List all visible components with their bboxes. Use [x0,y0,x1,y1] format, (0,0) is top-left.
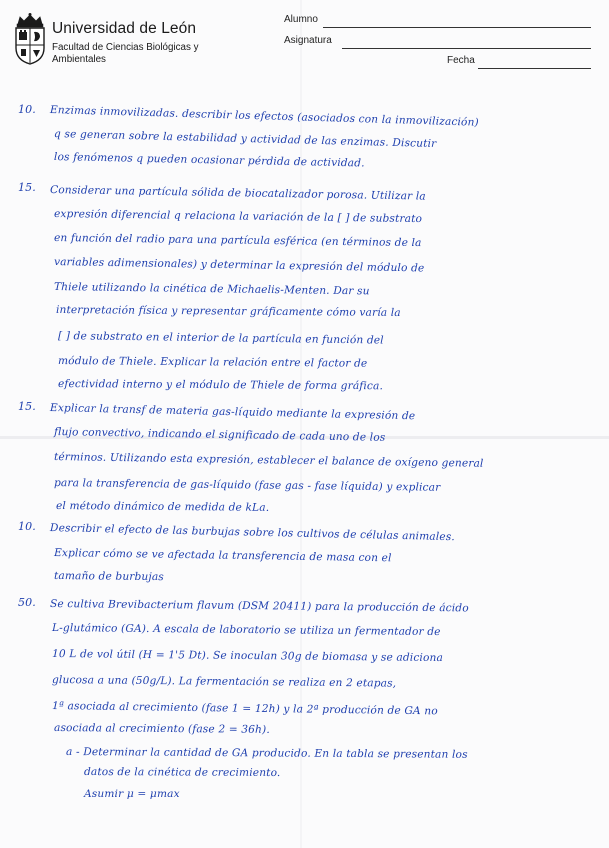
question-line: Explicar cómo se ve afectada la transferencia de masa con el [53,547,392,565]
question-points: 10. [18,103,36,116]
question-line: glucosa a una (50g/L). La fermentación se realiza en 2 etapas, [51,674,397,690]
university-name: Universidad de León [52,20,197,37]
question-line: tamaño de burbujas [53,570,164,584]
question-line: Enzimas inmovilizadas. describir los efectos (asociados con la inmovilización) [49,104,479,129]
subject-field[interactable] [342,48,591,49]
question-points: 15. [18,181,36,194]
question-line: Considerar una partícula sólida de biocatalizador porosa. Utilizar la [49,184,426,203]
question-line: asociada al crecimiento (fase 2 = 36h). [53,722,270,736]
question-line: términos. Utilizando esta expresión, establecer el balance de oxígeno general [53,451,484,470]
question-line: interpretación física y representar gráficamente cómo varía la [55,304,401,320]
question-line: Thiele utilizando la cinética de Michaelis-Menten. Dar su [53,281,370,298]
question-line: datos de la cinética de crecimiento. [83,766,281,780]
faculty-name: Facultad de Ciencias Biológicas y [52,42,199,53]
question-line: Explicar la transf de materia gas-líquido mediante la expresión de [49,402,416,423]
question-line: q se generan sobre la estabilidad y actividad de las enzimas. Discutir [53,128,437,151]
question-line: 1ª asociada al crecimiento (fase 1 = 12h) y la 2ª producción de GA no [51,700,438,718]
question-line: 10 L de vol útil (H = 1'5 Dt). Se inoculan 30g de biomasa y se adiciona [51,648,444,665]
question-line: los fenómenos q pueden ocasionar pérdida de actividad. [53,151,365,170]
question-line: Asumir μ = μmax [84,788,180,800]
question-line: el método dinámico de medida de kLa. [55,500,270,514]
question-line: expresión diferencial q relaciona la variación de la [ ] de substrato [53,208,423,226]
date-label: Fecha [447,55,475,66]
question-line: para la transferencia de gas-líquido (fase gas - fase líquida) y explicar [53,477,441,494]
student-label: Alumno [284,14,318,25]
question-line: variables adimensionales) y determinar la expresión del módulo de [53,256,425,275]
student-field[interactable] [323,27,591,28]
question-line: efectividad interno y el módulo de Thiele de forma gráfica. [57,378,384,393]
question-line: Se cultiva Brevibacterium flavum (DSM 20411) para la producción de ácido [49,598,469,615]
question-line: [ ] de substrato en el interior de la partícula en función del [57,330,384,347]
question-line: L-glutámico (GA). A escala de laboratorio se utiliza un fermentador de [51,622,441,639]
subject-label: Asignatura [284,35,332,46]
date-field[interactable] [478,68,591,69]
question-subpart: a - Determinar la cantidad de GA producido. En la tabla se presentan los [65,746,468,761]
question-points: 10. [18,520,36,533]
question-points: 15. [18,400,36,413]
question-points: 50. [18,596,36,609]
university-shield-logo [12,12,48,66]
question-line: en función del radio para una partícula esférica (en términos de la [53,232,422,250]
fold-shadow [300,0,302,848]
question-line: módulo de Thiele. Explicar la relación entre el factor de [57,355,368,370]
question-line: Describir el efecto de las burbujas sobre los cultivos de células animales. [49,522,456,544]
faculty-name-cont: Ambientales [52,54,106,65]
question-line: flujo convectivo, indicando el significado de cada uno de los [53,426,386,444]
